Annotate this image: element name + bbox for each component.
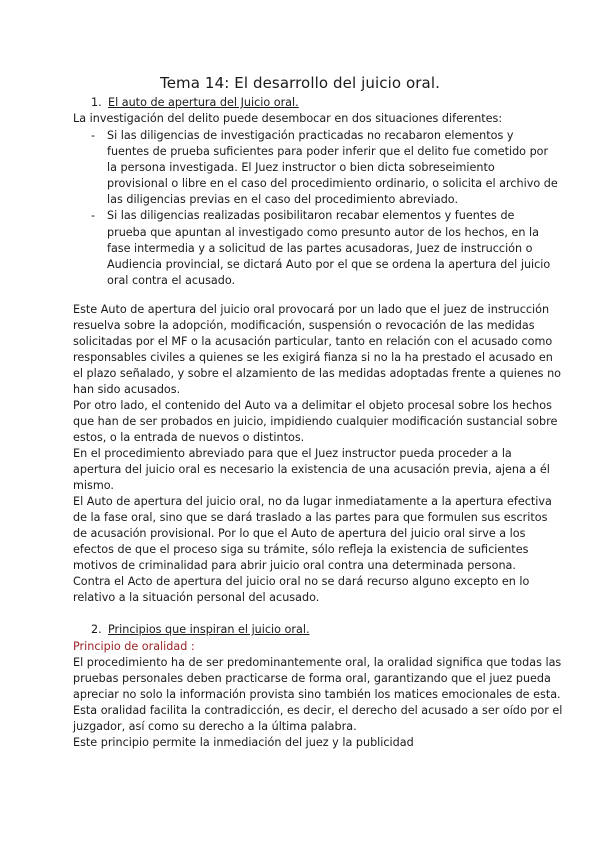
principle-line: Este principio permite la inmediación del juez y la publicidad bbox=[73, 736, 414, 749]
paragraph-line: solicitadas por el MF o la acusación particular, tanto en relación con el acusado como bbox=[73, 335, 553, 348]
bullet-1-marker: - bbox=[91, 129, 96, 142]
bullet-1-line: provisional o libre en el caso del procedimiento ordinario, o solicita el archivo de bbox=[107, 177, 558, 190]
principle-subheading: Principio de oralidad : bbox=[73, 640, 195, 653]
paragraph-line: El Auto de apertura del juicio oral, no da lugar inmediatamente a la apertura efectiva bbox=[73, 495, 552, 508]
principle-line: juzgador, así como su derecho a la última palabra. bbox=[73, 720, 357, 733]
bullet-2-line: oral contra el acusado. bbox=[107, 274, 236, 287]
document-title: Tema 14: El desarrollo del juicio oral. bbox=[160, 74, 440, 92]
paragraph-line: resuelva sobre la adopción, modificación, suspensión o revocación de las medidas bbox=[73, 319, 535, 332]
bullet-2-line: Audiencia provincial, se dictará Auto por el que se ordena la apertura del juicio bbox=[107, 258, 551, 271]
paragraph-line: Este Auto de apertura del juicio oral provocará por un lado que el juez de instrucción bbox=[73, 303, 550, 316]
paragraph-line: relativo a la situación personal del acusado. bbox=[73, 591, 320, 604]
paragraph-line: el plazo señalado, y sobre el alzamiento de las medidas adoptadas frente a quienes no bbox=[73, 367, 562, 380]
principle-line: pruebas personales deben practicarse de forma oral, garantizando que el juez pueda bbox=[73, 672, 551, 685]
bullet-2-line: Si las diligencias realizadas posibilitaron recabar elementos y fuentes de bbox=[107, 209, 515, 222]
paragraph-line: que han de ser probados en juicio, impidiendo cualquier modificación sustancial sobre bbox=[73, 415, 558, 428]
paragraph-line: Contra el Acto de apertura del juicio oral no se dará recurso alguno excepto en lo bbox=[73, 575, 530, 588]
section-2-heading: Principios que inspiran el juicio oral. bbox=[108, 623, 310, 636]
bullet-1-line: Si las diligencias de investigación practicadas no recabaron elementos y bbox=[107, 129, 514, 142]
bullet-1-line: la persona investigada. El Juez instructor o bien dicta sobreseimiento bbox=[107, 161, 495, 174]
section-1-number: 1. bbox=[91, 96, 102, 109]
principle-line: El procedimiento ha de ser predominantemente oral, la oralidad significa que todas las bbox=[73, 656, 562, 669]
paragraph-line: efectos de que el proceso siga su trámite, sólo refleja la existencia de suficientes bbox=[73, 543, 529, 556]
bullet-2-marker: - bbox=[91, 209, 96, 222]
bullet-1-line: las diligencias previas en el caso del procedimiento abreviado. bbox=[107, 193, 459, 206]
paragraph-line: han sido acusados. bbox=[73, 383, 181, 396]
bullet-2-line: fase intermedia y a solicitud de las partes acusadoras, Juez de instrucción o bbox=[107, 242, 533, 255]
principle-line: apreciar no solo la información provista sino también los matices emocionales de esta. bbox=[73, 688, 561, 701]
paragraph-line: Por otro lado, el contenido del Auto va a delimitar el objeto procesal sobre los hechos bbox=[73, 399, 552, 412]
paragraph-line: de la fase oral, sino que se dará traslado a las partes para que formulen sus escritos bbox=[73, 511, 548, 524]
paragraph-line: motivos de criminalidad para abrir juicio oral contra una determinada persona. bbox=[73, 559, 516, 572]
paragraph-line: mismo. bbox=[73, 479, 114, 492]
paragraph-line: estos, o la entrada de nuevos o distintos. bbox=[73, 431, 305, 444]
bullet-2-line: prueba que apuntan al investigado como presunto autor de los hechos, en la bbox=[107, 226, 539, 239]
section-1-heading: El auto de apertura del Juicio oral. bbox=[108, 96, 299, 109]
section-2-number: 2. bbox=[91, 623, 102, 636]
paragraph-line: responsables civiles a quienes se les exigirá fianza si no la ha prestado el acusado en bbox=[73, 351, 553, 364]
paragraph-line: En el procedimiento abreviado para que el Juez instructor pueda proceder a la bbox=[73, 447, 512, 460]
paragraph-line: apertura del juicio oral es necesario la existencia de una acusación previa, ajena a él bbox=[73, 463, 550, 476]
section-1-intro: La investigación del delito puede desembocar en dos situaciones diferentes: bbox=[73, 112, 503, 125]
bullet-1-line: fuentes de prueba suficientes para poder inferir que el delito fue cometido por bbox=[107, 145, 549, 158]
principle-line: Esta oralidad facilita la contradicción, es decir, el derecho del acusado a ser oído por el bbox=[73, 704, 563, 717]
paragraph-line: de acusación provisional. Por lo que el Auto de apertura del juicio oral sirve a los bbox=[73, 527, 526, 540]
